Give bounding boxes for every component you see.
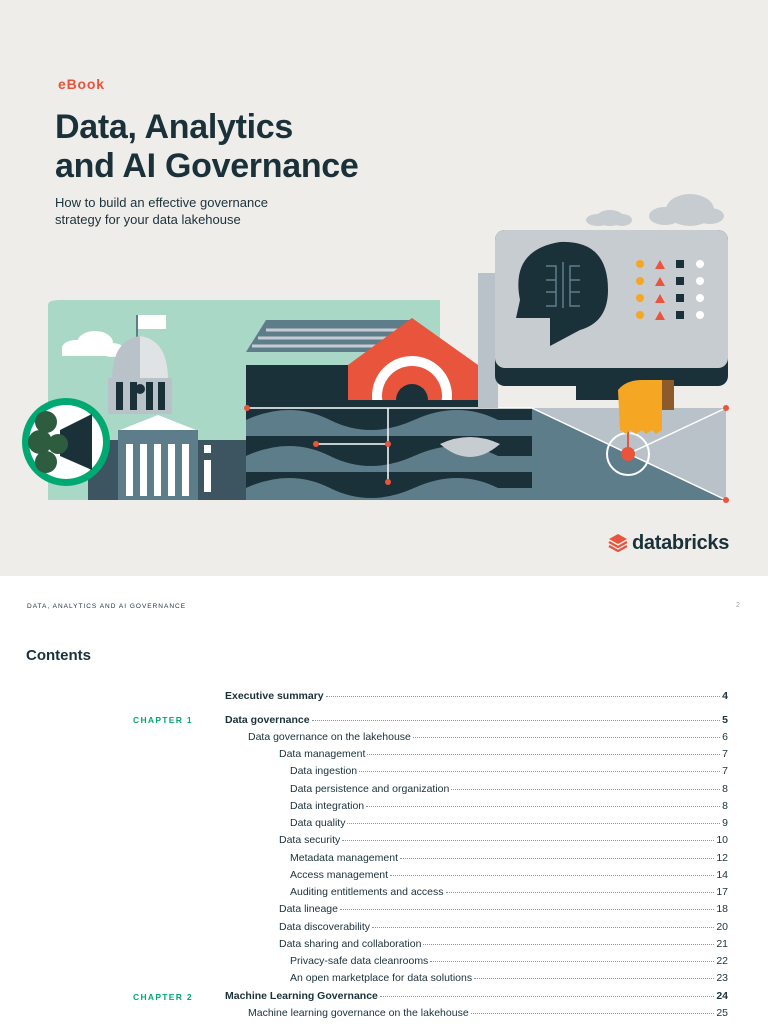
- dot-leader: [471, 1013, 715, 1014]
- toc-entry[interactable]: [290, 869, 728, 883]
- toc-entry-label: Auditing entitlements and access: [290, 886, 444, 898]
- toc-entry-label: Executive summary: [225, 690, 324, 702]
- toc-entry[interactable]: [290, 852, 728, 866]
- dot-leader: [340, 909, 714, 910]
- toc-entry[interactable]: [290, 955, 728, 969]
- toc-entry[interactable]: [279, 938, 728, 952]
- toc-entry-page: 17: [716, 886, 728, 898]
- toc-entry[interactable]: [290, 972, 728, 986]
- toc-entry-page: 7: [722, 748, 728, 760]
- dot-leader: [372, 927, 714, 928]
- toc-entry-page: 4: [722, 690, 728, 702]
- cover-title-line-2: and AI Governance: [55, 147, 359, 185]
- toc-entry-page: 18: [716, 903, 728, 915]
- toc-entry[interactable]: [248, 731, 728, 745]
- toc-entry-label: Access management: [290, 869, 389, 881]
- toc-entry[interactable]: [279, 748, 728, 762]
- dot-leader: [400, 858, 714, 859]
- toc-entry-label: Data sharing and collaboration: [279, 938, 422, 950]
- dot-leader: [380, 996, 714, 997]
- toc-entry[interactable]: [225, 990, 728, 1004]
- toc-entry-page: 9: [722, 817, 728, 829]
- toc-entry-page: 14: [716, 869, 728, 881]
- toc-entry-page: 24: [716, 990, 728, 1002]
- cover-subtitle-line-2: strategy for your data lakehouse: [55, 212, 241, 227]
- toc-entry-page: 20: [716, 921, 728, 933]
- dot-leader: [390, 875, 714, 876]
- toc-entry[interactable]: [225, 714, 728, 728]
- toc-entry-page: 10: [716, 834, 728, 846]
- cover-eyebrow: eBook: [58, 76, 105, 92]
- toc-entry-label: Privacy-safe data cleanrooms: [290, 955, 429, 967]
- toc-entry-page: 7: [722, 765, 728, 777]
- chapter-2-label: CHAPTER 2: [133, 992, 193, 1002]
- toc-entry[interactable]: [248, 1007, 728, 1021]
- toc-entry[interactable]: [290, 886, 728, 900]
- toc-entry-label: Data discoverability: [279, 921, 371, 933]
- dot-leader: [430, 961, 714, 962]
- toc-entry-label: Metadata management: [290, 852, 398, 864]
- toc-entry-label: An open marketplace for data solutions: [290, 972, 473, 984]
- dot-leader: [342, 840, 714, 841]
- toc-entry-label: Machine learning governance on the lakehouse: [248, 1007, 469, 1019]
- toc-entry[interactable]: [290, 765, 728, 779]
- dot-leader: [451, 789, 720, 790]
- cover-subtitle-line-1: How to build an effective governance: [55, 195, 268, 210]
- toc-entry-label: Data lineage: [279, 903, 338, 915]
- dot-leader: [446, 892, 715, 893]
- dot-leader: [366, 806, 720, 807]
- toc-entry-label: Data security: [279, 834, 341, 846]
- toc-entry[interactable]: [290, 800, 728, 814]
- dot-leader: [359, 771, 720, 772]
- toc-entry[interactable]: [279, 921, 728, 935]
- toc-entry[interactable]: [279, 834, 728, 848]
- cover-title-line-1: Data, Analytics: [55, 108, 293, 146]
- toc-entry-page: 25: [716, 1007, 728, 1019]
- toc-entry-page: 6: [722, 731, 728, 743]
- toc-entry[interactable]: [290, 783, 728, 797]
- toc-entry-label: Data governance: [225, 714, 310, 726]
- toc-entry-label: Data persistence and organization: [290, 783, 450, 795]
- toc-entry[interactable]: [279, 903, 728, 917]
- page-number: 2: [736, 602, 740, 609]
- toc-entry-page: 12: [716, 852, 728, 864]
- dot-leader: [413, 737, 720, 738]
- dot-leader: [326, 696, 721, 697]
- toc-entry-label: Machine Learning Governance: [225, 990, 378, 1002]
- toc-entry-page: 5: [722, 714, 728, 726]
- contents-heading: Contents: [26, 647, 91, 664]
- brand-name: databricks: [632, 531, 730, 554]
- dot-leader: [367, 754, 720, 755]
- running-header: DATA, ANALYTICS AND AI GOVERNANCE: [27, 603, 187, 610]
- toc-entry[interactable]: [225, 690, 728, 704]
- dot-leader: [474, 978, 714, 979]
- toc-entry-label: Data integration: [290, 800, 365, 812]
- toc-entry-page: 22: [716, 955, 728, 967]
- toc-entry[interactable]: [290, 817, 728, 831]
- toc-entry-page: 8: [722, 783, 728, 795]
- toc-entry-label: Data ingestion: [290, 765, 358, 777]
- chapter-1-label: CHAPTER 1: [133, 715, 193, 725]
- toc-entry-label: Data quality: [290, 817, 346, 829]
- dot-leader: [312, 720, 721, 721]
- toc-entry-label: Data management: [279, 748, 366, 760]
- dot-leader: [423, 944, 714, 945]
- dot-leader: [347, 823, 720, 824]
- toc-entry-page: 23: [716, 972, 728, 984]
- toc-entry-page: 21: [716, 938, 728, 950]
- toc-entry-page: 8: [722, 800, 728, 812]
- toc-entry-label: Data governance on the lakehouse: [248, 731, 411, 743]
